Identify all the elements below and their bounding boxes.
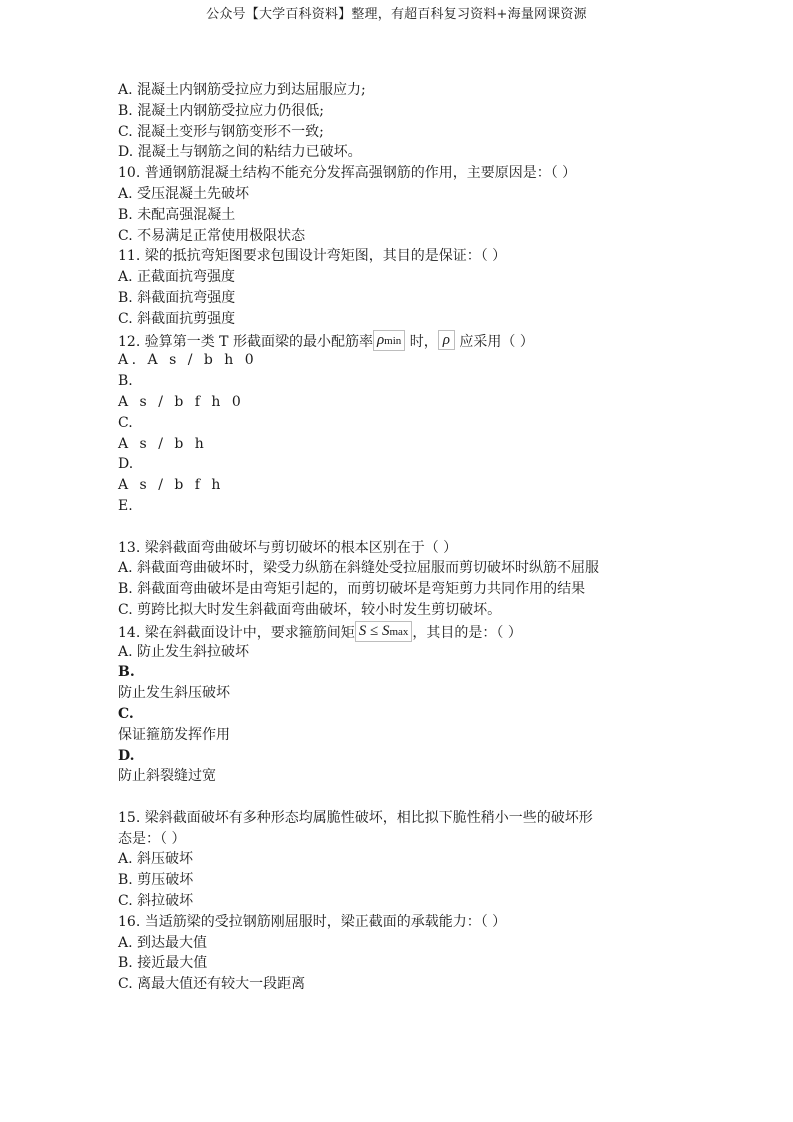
q10-question: 10. 普通钢筋混凝土结构不能充分发挥高强钢筋的作用，主要原因是：（ ） — [118, 165, 577, 182]
q11-option-a: A. 正截面抗弯强度 — [118, 269, 236, 286]
q12-label-d: D. — [118, 456, 134, 473]
rho-formula: ρ — [438, 330, 455, 350]
rho-symbol: ρ — [376, 331, 385, 348]
q15-option-b: B. 剪压破坏 — [118, 872, 194, 889]
q12-value-c: A s / b h — [118, 435, 208, 452]
q12-value-b: A s / b f h 0 — [118, 393, 245, 410]
q13-question: 13. 梁斜截面弯曲破坏与剪切破坏的根本区别在于（ ） — [118, 539, 458, 556]
s-max-formula — [355, 621, 413, 642]
q15-question-line1: 15. 梁斜截面破坏有多种形态均属脆性破坏，相比拟下脆性稍小一些的破坏形 — [118, 809, 593, 826]
question-list — [118, 80, 758, 995]
q14-question — [118, 621, 758, 642]
rho-min-formula — [373, 330, 405, 351]
q14-value-b: 防止发生斜压破坏 — [118, 685, 230, 702]
q16-option-b: B. 接近最大值 — [118, 955, 208, 972]
max-subscript: max — [389, 625, 409, 638]
q11-option-b: B. 斜截面抗弯强度 — [118, 289, 236, 306]
q12-option-a: A. A s / b h 0 — [118, 352, 258, 369]
q14-question-prefix: 14. 梁在斜截面设计中，要求箍筋间矩 — [118, 624, 355, 641]
q11-option-c: C. 斜截面抗剪强度 — [118, 310, 236, 327]
q14-question-suffix: ，其目的是：（ ） — [412, 624, 522, 641]
q14-value-c: 保证箍筋发挥作用 — [118, 726, 230, 743]
q12-question-middle: 时， — [409, 333, 438, 350]
q15-question-line2: 态是：（ ） — [118, 830, 186, 847]
q9-option-d: D. 混凝土与钢筋之间的粘结力已破坏。 — [118, 144, 362, 161]
q12-question-prefix: 12. 验算第一类 T 形截面梁的最小配筋率 — [118, 333, 373, 350]
q13-option-b: B. 斜截面弯曲破坏是由弯矩引起的，而剪切破坏是弯矩剪力共同作用的结果 — [118, 581, 586, 598]
q10-option-c: C. 不易满足正常使用极限状态 — [118, 227, 306, 244]
q12-question-suffix: 应采用（ ） — [459, 333, 534, 350]
q16-option-a: A. 到达最大值 — [118, 934, 208, 951]
q14-label-b: B. — [118, 664, 135, 681]
q15-option-a: A. 斜压破坏 — [118, 851, 194, 868]
q13-option-c: C. 剪跨比拟大时发生斜截面弯曲破坏，较小时发生剪切破坏。 — [118, 601, 502, 618]
q9-option-a: A. 混凝土内钢筋受拉应力到达屈服应力; — [118, 82, 366, 98]
q9-option-b: B. 混凝土内钢筋受拉应力仍很低; — [118, 102, 324, 119]
q16-option-c: C. 离最大值还有较大一段距离 — [118, 976, 306, 993]
q12-label-c: C. — [118, 414, 133, 431]
q14-label-d: D. — [118, 747, 135, 764]
q14-value-d: 防止斜裂缝过宽 — [118, 768, 216, 785]
q10-option-a: A. 受压混凝土先破坏 — [118, 185, 250, 202]
q12-label-b: B. — [118, 373, 133, 390]
q12-question — [118, 330, 758, 351]
q16-question: 16. 当适筋梁的受拉钢筋刚屈服时，梁正截面的承载能力：（ ） — [118, 913, 507, 930]
spacer — [118, 787, 758, 808]
q10-option-b: B. 未配高强混凝土 — [118, 206, 236, 223]
q11-question: 11. 梁的抵抗弯矩图要求包围设计弯矩图，其目的是保证：（ ） — [118, 248, 507, 265]
spacer — [118, 517, 758, 538]
q13-option-a: A. 斜截面弯曲破坏时，梁受力纵筋在斜缝处受拉屈服而剪切破坏时纵筋不屈服 — [118, 560, 600, 577]
page-header: 公众号【大学百科资料】整理，有超百科复习资料+海量网课资源 — [206, 7, 587, 22]
q14-option-a: A. 防止发生斜拉破坏 — [118, 643, 250, 660]
q15-option-c: C. 斜拉破坏 — [118, 893, 194, 910]
min-subscript: min — [384, 334, 402, 347]
q14-label-c: C. — [118, 705, 134, 722]
q12-value-d: A s / b f h — [118, 477, 224, 494]
q12-label-e: E. — [118, 497, 133, 514]
q9-option-c: C. 混凝土变形与钢筋变形不一致; — [118, 123, 324, 140]
s-le-symbol: S ≤ S — [358, 622, 390, 639]
